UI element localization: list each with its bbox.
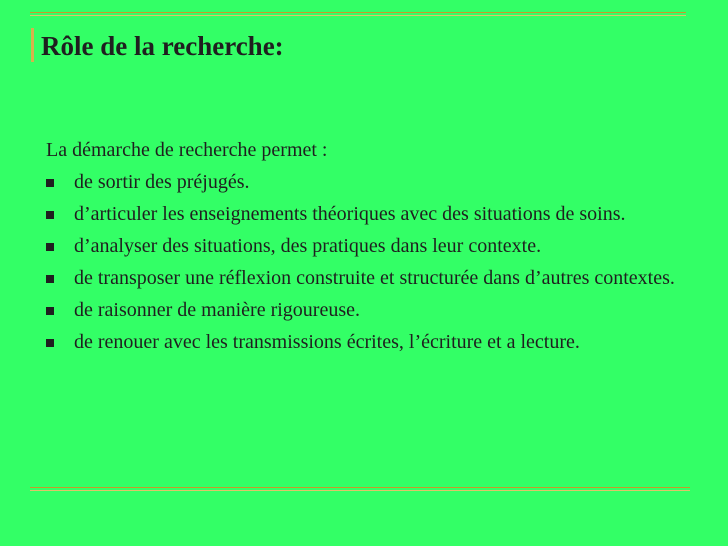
bullet-item — [46, 200, 706, 228]
square-bullet-icon — [46, 243, 54, 251]
bullet-text: de transposer une réflexion construite et structurée dans d’autres contextes. — [74, 267, 675, 289]
bullet-text: de renouer avec les transmissions écrites, l’écriture et a lecture. — [74, 331, 580, 353]
title-accent-mark — [31, 28, 34, 62]
bullet-item — [46, 168, 706, 196]
bullet-text: d’articuler les enseignements théoriques avec des situations de soins. — [74, 203, 626, 225]
square-bullet-icon — [46, 339, 54, 347]
slide-content — [46, 136, 706, 356]
square-bullet-icon — [46, 275, 54, 283]
bullet-item — [46, 296, 706, 324]
lead-text: La démarche de recherche permet : — [46, 139, 328, 161]
bullet-item — [46, 264, 706, 292]
square-bullet-icon — [46, 307, 54, 315]
bullet-text: de sortir des préjugés. — [74, 171, 250, 193]
slide-title: Rôle de la recherche: — [41, 31, 284, 61]
bullet-item — [46, 232, 706, 260]
square-bullet-icon — [46, 211, 54, 219]
bottom-divider — [30, 487, 690, 491]
bullet-list — [46, 168, 706, 356]
bullet-text: d’analyser des situations, des pratiques dans leur contexte. — [74, 235, 542, 257]
bullet-text: de raisonner de manière rigoureuse. — [74, 299, 360, 321]
bullet-item — [46, 328, 706, 356]
square-bullet-icon — [46, 179, 54, 187]
top-divider — [30, 12, 686, 16]
